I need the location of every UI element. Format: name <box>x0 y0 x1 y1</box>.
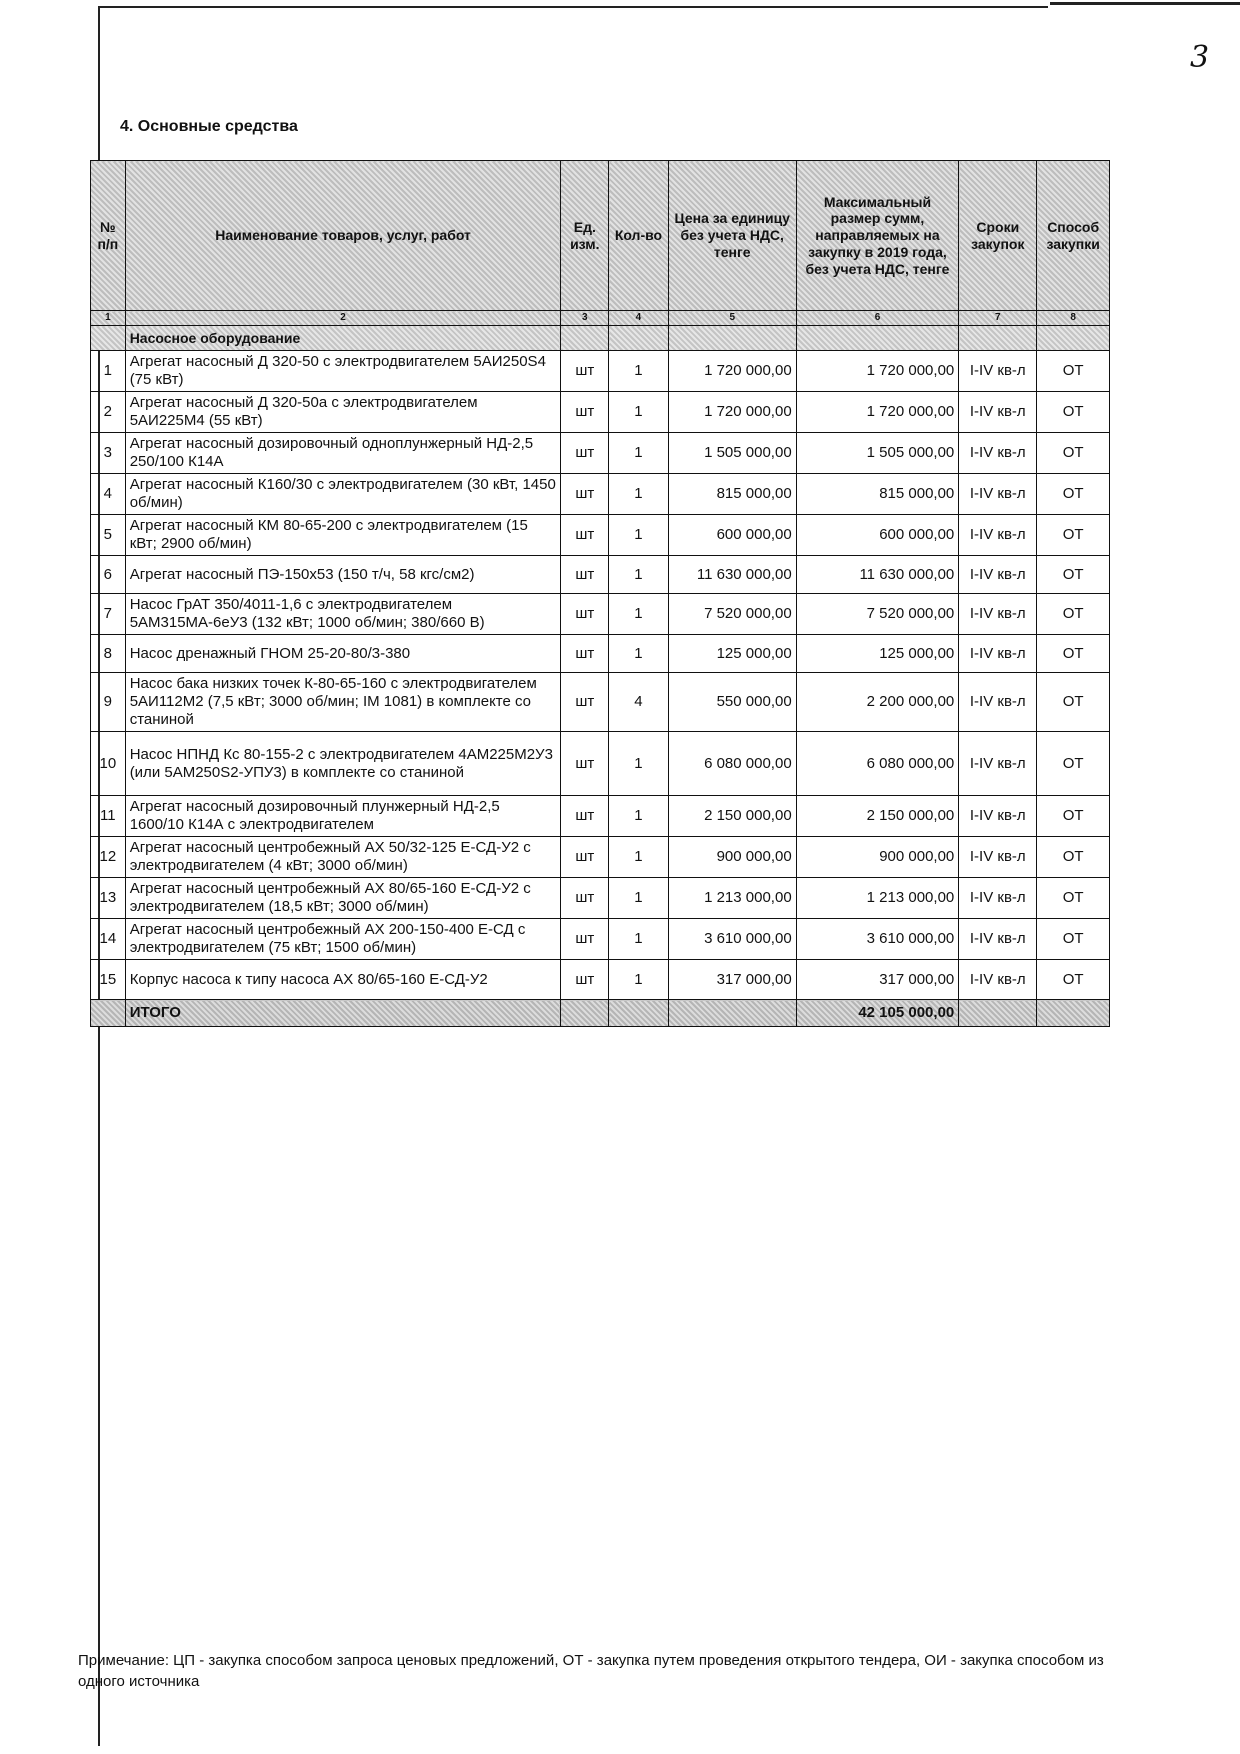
page-number: 3 <box>1190 40 1210 75</box>
row-price: 900 000,00 <box>668 837 796 878</box>
row-qty: 1 <box>609 392 669 433</box>
group-row <box>91 326 1110 351</box>
row-total: 6 080 000,00 <box>796 732 959 796</box>
row-method: ОТ <box>1037 474 1110 515</box>
row-total: 125 000,00 <box>796 635 959 673</box>
table-row <box>91 960 1110 1000</box>
row-qty: 1 <box>609 474 669 515</box>
row-method: ОТ <box>1037 556 1110 594</box>
row-name: Агрегат насосный КМ 80-65-200 с электродвигателем (15 кВт; 2900 об/мин) <box>125 515 561 556</box>
row-unit: шт <box>561 837 609 878</box>
row-number: 12 <box>91 837 126 878</box>
row-total: 7 520 000,00 <box>796 594 959 635</box>
table-row <box>91 732 1110 796</box>
row-total: 317 000,00 <box>796 960 959 1000</box>
table-row <box>91 594 1110 635</box>
row-qty: 1 <box>609 635 669 673</box>
column-number-row <box>91 311 1110 326</box>
row-qty: 1 <box>609 837 669 878</box>
table-row <box>91 919 1110 960</box>
row-method: ОТ <box>1037 673 1110 732</box>
col-num: 7 <box>959 311 1037 326</box>
row-method: ОТ <box>1037 960 1110 1000</box>
row-period: I-IV кв-л <box>959 837 1037 878</box>
table-row <box>91 433 1110 474</box>
table-row <box>91 556 1110 594</box>
row-number: 1 <box>91 351 126 392</box>
row-unit: шт <box>561 474 609 515</box>
table-row <box>91 474 1110 515</box>
row-unit: шт <box>561 515 609 556</box>
row-method: ОТ <box>1037 635 1110 673</box>
row-method: ОТ <box>1037 433 1110 474</box>
row-number: 4 <box>91 474 126 515</box>
col-header-qty: Кол-во <box>609 161 669 311</box>
row-qty: 1 <box>609 732 669 796</box>
row-period: I-IV кв-л <box>959 732 1037 796</box>
table-row <box>91 392 1110 433</box>
row-unit: шт <box>561 796 609 837</box>
row-total: 3 610 000,00 <box>796 919 959 960</box>
row-name: Агрегат насосный ПЭ-150х53 (150 т/ч, 58 кгс/см2) <box>125 556 561 594</box>
row-total: 11 630 000,00 <box>796 556 959 594</box>
row-price: 317 000,00 <box>668 960 796 1000</box>
row-name: Насос дренажный ГНОМ 25-20-80/3-380 <box>125 635 561 673</box>
table-row <box>91 635 1110 673</box>
row-unit: шт <box>561 351 609 392</box>
row-period: I-IV кв-л <box>959 474 1037 515</box>
row-period: I-IV кв-л <box>959 960 1037 1000</box>
row-unit: шт <box>561 673 609 732</box>
row-unit: шт <box>561 594 609 635</box>
row-unit: шт <box>561 392 609 433</box>
row-qty: 1 <box>609 433 669 474</box>
row-price: 550 000,00 <box>668 673 796 732</box>
row-total: 1 213 000,00 <box>796 878 959 919</box>
col-header-price: Цена за единицу без учета НДС, тенге <box>668 161 796 311</box>
group-label: Насосное оборудование <box>125 326 561 351</box>
table-row <box>91 515 1110 556</box>
row-qty: 1 <box>609 556 669 594</box>
row-method: ОТ <box>1037 919 1110 960</box>
row-period: I-IV кв-л <box>959 392 1037 433</box>
row-price: 1 720 000,00 <box>668 351 796 392</box>
row-name: Агрегат насосный Д 320-50 с электродвигателем 5АИ250S4 (75 кВт) <box>125 351 561 392</box>
row-qty: 1 <box>609 919 669 960</box>
row-number: 15 <box>91 960 126 1000</box>
row-period: I-IV кв-л <box>959 919 1037 960</box>
row-number: 14 <box>91 919 126 960</box>
table-row <box>91 878 1110 919</box>
row-name: Насос ГрАТ 350/4011-1,6 с электродвигателем 5АМ315МА-6еУ3 (132 кВт; 1000 об/мин; 380/660 В) <box>125 594 561 635</box>
row-number: 6 <box>91 556 126 594</box>
row-method: ОТ <box>1037 878 1110 919</box>
row-price: 125 000,00 <box>668 635 796 673</box>
row-qty: 1 <box>609 515 669 556</box>
row-price: 6 080 000,00 <box>668 732 796 796</box>
header-row <box>91 161 1110 311</box>
row-unit: шт <box>561 635 609 673</box>
row-qty: 1 <box>609 796 669 837</box>
col-header-name: Наименование товаров, услуг, работ <box>125 161 561 311</box>
row-price: 1 213 000,00 <box>668 878 796 919</box>
row-period: I-IV кв-л <box>959 796 1037 837</box>
table-row <box>91 837 1110 878</box>
row-name: Агрегат насосный центробежный АХ 200-150-400 Е-СД с электродвигателем (75 кВт; 1500 об/мин) <box>125 919 561 960</box>
row-qty: 1 <box>609 878 669 919</box>
row-unit: шт <box>561 919 609 960</box>
row-number: 5 <box>91 515 126 556</box>
row-name: Насос НПНД Кс 80-155-2 с электродвигателем 4АМ225М2У3 (или 5АМ250S2-УПУ3) в комплекте со станиной <box>125 732 561 796</box>
row-total: 900 000,00 <box>796 837 959 878</box>
fixed-assets-table <box>90 160 1110 1027</box>
row-number: 11 <box>91 796 126 837</box>
row-name: Агрегат насосный центробежный АХ 50/32-125 Е-СД-У2 с электродвигателем (4 кВт; 3000 об/мин) <box>125 837 561 878</box>
row-qty: 1 <box>609 594 669 635</box>
col-header-max-sum: Максимальный размер сумм, направляемых на закупку в 2019 года, без учета НДС, тенге <box>796 161 959 311</box>
row-total: 815 000,00 <box>796 474 959 515</box>
row-name: Агрегат насосный центробежный АХ 80/65-160 Е-СД-У2 с электродвигателем (18,5 кВт; 3000 об/мин) <box>125 878 561 919</box>
row-price: 600 000,00 <box>668 515 796 556</box>
total-label: ИТОГО <box>125 1000 561 1027</box>
row-price: 1 720 000,00 <box>668 392 796 433</box>
row-number: 9 <box>91 673 126 732</box>
table-row <box>91 673 1110 732</box>
row-total: 2 200 000,00 <box>796 673 959 732</box>
row-price: 2 150 000,00 <box>668 796 796 837</box>
col-num: 4 <box>609 311 669 326</box>
row-period: I-IV кв-л <box>959 635 1037 673</box>
row-period: I-IV кв-л <box>959 433 1037 474</box>
row-unit: шт <box>561 878 609 919</box>
page-frame-top-right <box>1050 2 1240 5</box>
footnote: Примечание: ЦП - закупка способом запроса ценовых предложений, ОТ - закупка путем проведения открытого тендера, ОИ - закупка способом из одного источника <box>78 1652 1104 1690</box>
row-number: 3 <box>91 433 126 474</box>
col-num: 8 <box>1037 311 1110 326</box>
row-total: 2 150 000,00 <box>796 796 959 837</box>
row-name: Насос бака низких точек К-80-65-160 с электродвигателем 5АИ112М2 (7,5 кВт; 3000 об/мин; IM 1081) в комплекте со станиной <box>125 673 561 732</box>
col-header-method: Способ закупки <box>1037 161 1110 311</box>
row-unit: шт <box>561 556 609 594</box>
row-period: I-IV кв-л <box>959 594 1037 635</box>
page-frame-top <box>98 6 1048 8</box>
row-period: I-IV кв-л <box>959 878 1037 919</box>
row-qty: 1 <box>609 351 669 392</box>
row-name: Агрегат насосный дозировочный плунжерный НД-2,5 1600/10 К14А с электродвигателем <box>125 796 561 837</box>
total-row <box>91 1000 1110 1027</box>
row-name: Корпус насоса к типу насоса АХ 80/65-160 Е-СД-У2 <box>125 960 561 1000</box>
section-title: 4. Основные средства <box>120 118 298 135</box>
total-value: 42 105 000,00 <box>796 1000 959 1027</box>
row-total: 1 720 000,00 <box>796 351 959 392</box>
col-num: 1 <box>91 311 126 326</box>
row-period: I-IV кв-л <box>959 351 1037 392</box>
row-method: ОТ <box>1037 732 1110 796</box>
row-period: I-IV кв-л <box>959 556 1037 594</box>
row-method: ОТ <box>1037 351 1110 392</box>
row-unit: шт <box>561 433 609 474</box>
row-number: 13 <box>91 878 126 919</box>
row-number: 10 <box>91 732 126 796</box>
row-number: 8 <box>91 635 126 673</box>
row-unit: шт <box>561 732 609 796</box>
row-qty: 1 <box>609 960 669 1000</box>
row-method: ОТ <box>1037 515 1110 556</box>
row-name: Агрегат насосный дозировочный одноплунжерный НД-2,5 250/100 К14А <box>125 433 561 474</box>
row-total: 1 720 000,00 <box>796 392 959 433</box>
row-price: 1 505 000,00 <box>668 433 796 474</box>
row-price: 11 630 000,00 <box>668 556 796 594</box>
col-header-period: Сроки закупок <box>959 161 1037 311</box>
row-method: ОТ <box>1037 796 1110 837</box>
row-method: ОТ <box>1037 837 1110 878</box>
row-qty: 4 <box>609 673 669 732</box>
row-period: I-IV кв-л <box>959 673 1037 732</box>
row-method: ОТ <box>1037 594 1110 635</box>
col-num: 6 <box>796 311 959 326</box>
col-header-number: № п/п <box>91 161 126 311</box>
table-row <box>91 351 1110 392</box>
row-total: 600 000,00 <box>796 515 959 556</box>
row-price: 7 520 000,00 <box>668 594 796 635</box>
col-num: 3 <box>561 311 609 326</box>
row-number: 2 <box>91 392 126 433</box>
col-header-unit: Ед. изм. <box>561 161 609 311</box>
row-price: 815 000,00 <box>668 474 796 515</box>
row-name: Агрегат насосный Д 320-50а с электродвигателем 5АИ225М4 (55 кВт) <box>125 392 561 433</box>
row-name: Агрегат насосный К160/30 с электродвигателем (30 кВт, 1450 об/мин) <box>125 474 561 515</box>
row-period: I-IV кв-л <box>959 515 1037 556</box>
table-row <box>91 796 1110 837</box>
row-total: 1 505 000,00 <box>796 433 959 474</box>
row-price: 3 610 000,00 <box>668 919 796 960</box>
col-num: 2 <box>125 311 561 326</box>
row-unit: шт <box>561 960 609 1000</box>
row-number: 7 <box>91 594 126 635</box>
col-num: 5 <box>668 311 796 326</box>
row-method: ОТ <box>1037 392 1110 433</box>
